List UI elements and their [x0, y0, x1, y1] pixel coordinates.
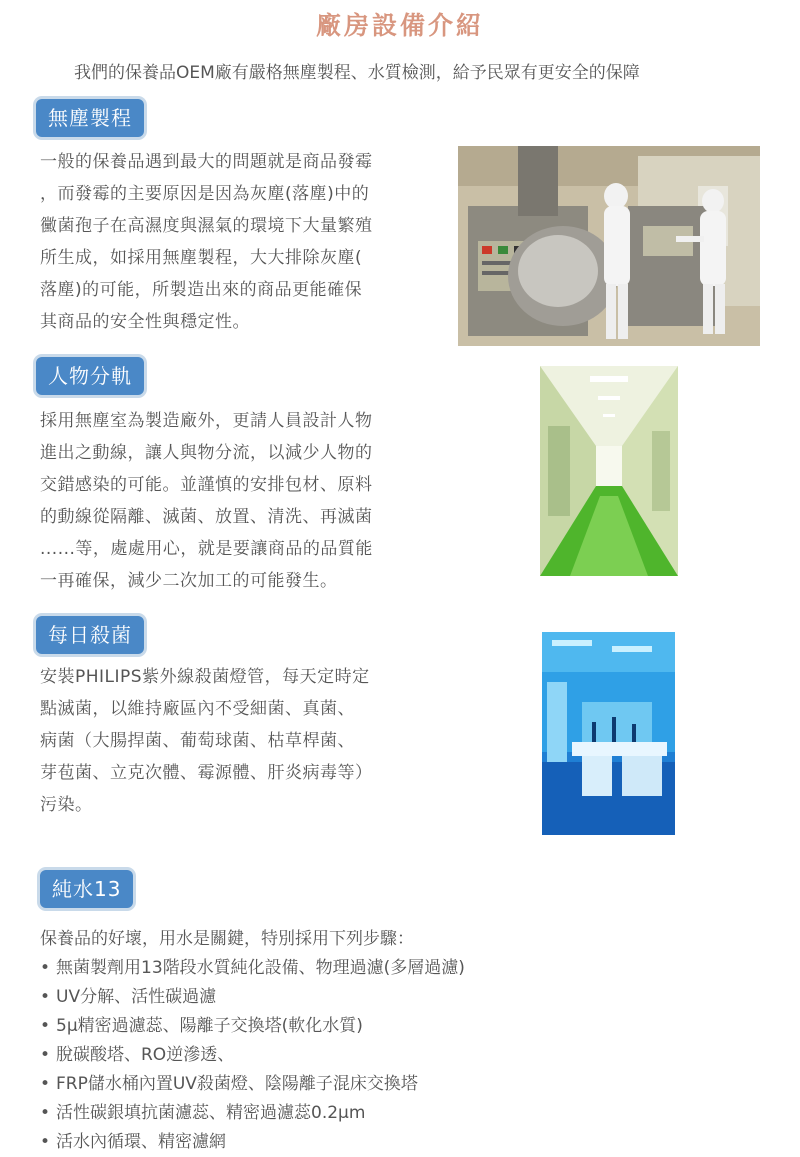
- cleanroom-workers-photo: [458, 146, 760, 346]
- section-tag-daily-sterilization: 每日殺菌: [36, 616, 144, 654]
- section-tag-dust-free: 無塵製程: [36, 99, 144, 137]
- list-item: • 無菌製劑用13階段水質純化設備、物理過濾(多層過濾): [40, 958, 465, 978]
- uv-lab-photo: [542, 632, 675, 835]
- pure-water-list: [40, 924, 780, 1157]
- section-text-flow-separation: 採用無塵室為製造廠外，更請人員設計人物 進出之動線，讓人與物分流，以減少人物的 交錯感染的可能。並謹慎的安排包材、原料 的動線從隔離、滅菌、放置、清洗、再滅菌 ......等，處處用心，就是要讓商品的品質能 一再確保，減少二次加工的可能發生。: [40, 411, 373, 591]
- pure-water-intro: 保養品的好壞，用水是關鍵，特別採用下列步驟：: [40, 929, 414, 949]
- section-text-daily-sterilization: 安裝PHILIPS紫外線殺菌燈管，每天定時定 點滅菌，以維持廠區內不受細菌、真菌、 病菌（大腸捍菌、葡萄球菌、枯草桿菌、 芽苞菌、立克次體、霉源體、肝炎病毒等） 污染。: [40, 667, 373, 815]
- page-title: 廠房設備介紹: [315, 11, 484, 40]
- section-tag-flow-separation: 人物分軌: [36, 357, 144, 395]
- list-item: • 活水內循環、精密濾網: [40, 1132, 226, 1152]
- list-item: • UV分解、活性碳過濾: [40, 987, 217, 1007]
- corridor-photo: [540, 366, 678, 576]
- page-subtitle: 我們的保養品OEM廠有嚴格無塵製程、水質檢測，給予民眾有更安全的保障: [74, 63, 640, 83]
- list-item: • FRP儲水桶內置UV殺菌燈、陰陽離子混床交換塔: [40, 1074, 418, 1094]
- section-text-dust-free: 一般的保養品遇到最大的問題就是商品發霉 ，而發霉的主要原因是因為灰塵(落塵)中的 黴菌孢子在高濕度與濕氣的環境下大量繁殖 所生成，如採用無塵製程，大大排除灰塵( 落塵)的可能，所製造出來的商品更能確保 其商品的安全性與穩定性。: [40, 152, 373, 332]
- list-item: • 活性碳銀填抗菌濾蕊、精密過濾蕊0.2μm: [40, 1103, 366, 1123]
- section-tag-pure-water: 純水13: [40, 870, 133, 908]
- list-item: • 5μ精密過濾蕊、陽離子交換塔(軟化水質): [40, 1016, 363, 1036]
- list-item: • 脫碳酸塔、RO逆滲透、: [40, 1045, 235, 1065]
